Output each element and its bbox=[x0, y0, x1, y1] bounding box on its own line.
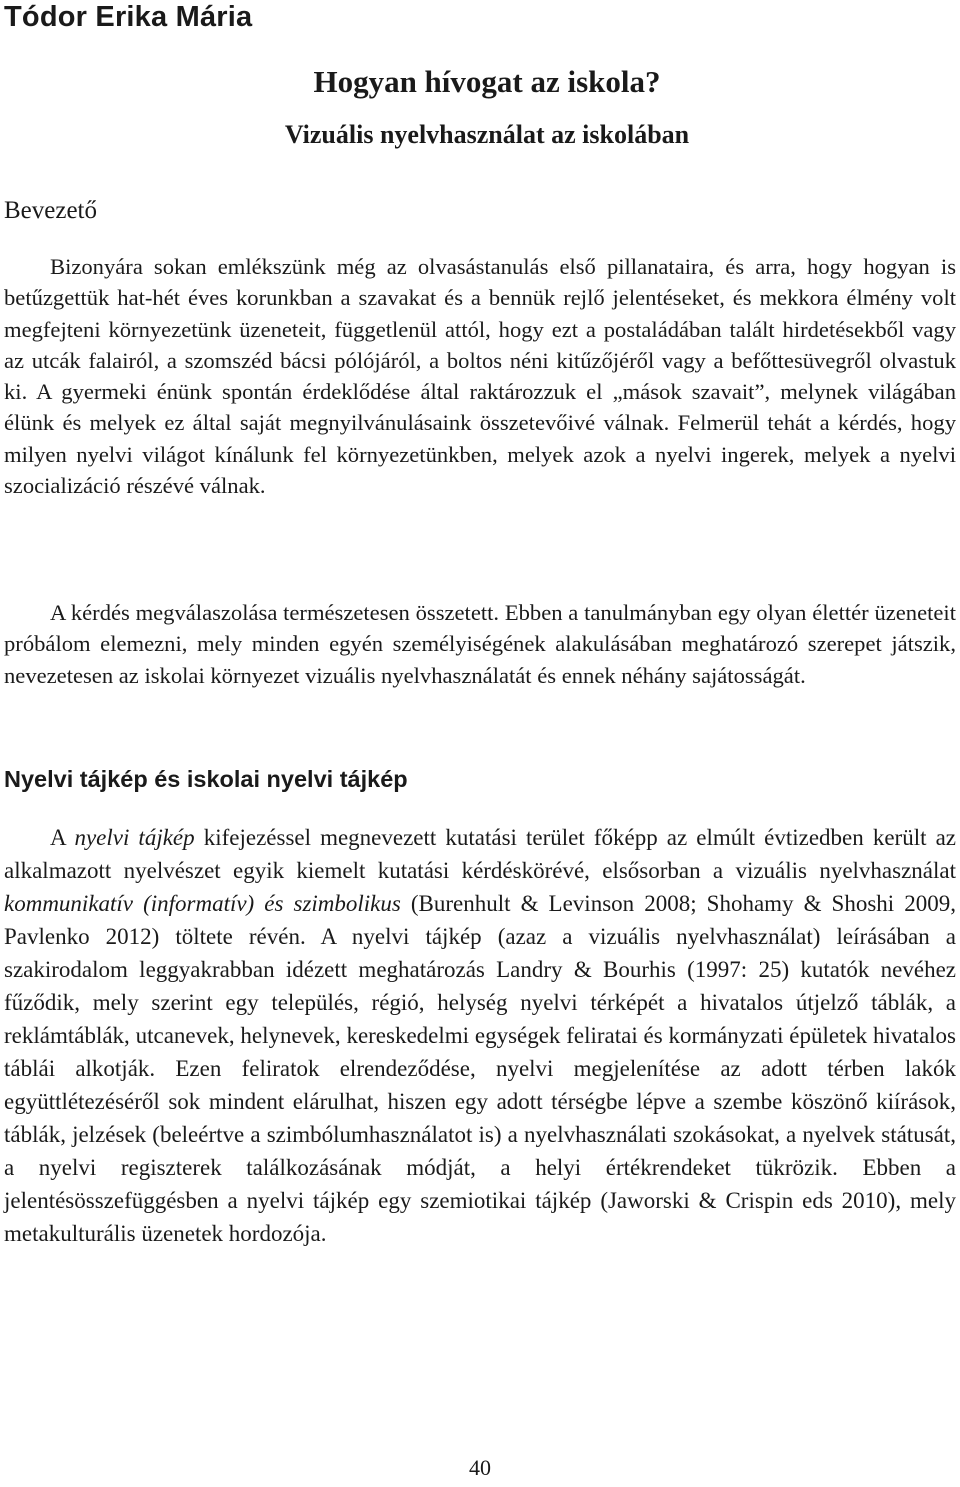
intro-paragraph-1: Bizonyára sokan emlékszünk még az olvasástanulás első pillanataira, és arra, hogy hogyan is betűzgettük hat-hét éves korunkban a szavakat és a bennük rejlő jelentéseket, és mekkora élmény volt megfejteni környezetünk üzeneteit, függetlenül attól, hogy ezt a postaládában talált hirdetésekből vagy az utcák falairól, a szomszéd bácsi pólójáról, a boltos néni kitűzőjéről vagy a befőttesüvegről olvastuk ki. A gyermeki énünk spontán érdeklődése által raktározzuk el „mások szavait”, melynek világában élünk és melyek ez által saját megnyilvánulásaink összetevőivé válnak. Felmerül tehát a kérdés, hogy milyen nyelvi világot kínálunk fel környezetünkben, melyek azok a nyelvi ingerek, melyek a nyelvi szocializáció részévé válnak. bbox=[4, 254, 956, 499]
page-number: 40 bbox=[469, 1455, 491, 1480]
article-subtitle: Vizuális nyelvhasználat az iskolában bbox=[284, 120, 690, 149]
landscape-term-italic: nyelvi tájkép bbox=[74, 825, 195, 850]
section-heading-landscape: Nyelvi tájkép és iskolai nyelvi tájkép bbox=[4, 766, 408, 792]
landscape-text-part-2: kifejezéssel megnevezett kutatási terület főképp az elmúlt évtizedben került az alkalmazott nyelvészet egyik kiemelt kutatási kérdéskörévé, elsősorban a vizuális nyelvhasználat bbox=[4, 825, 957, 883]
author-name: Tódor Erika Mária bbox=[4, 1, 253, 33]
intro-paragraph-2: A kérdés megválaszolása természetesen összetett. Ebben a tanulmányban egy olyan élettér üzeneteit próbálom elemezni, mely minden egyén személyiségének alakulásában meghatározó szerepet játszik, nevezetesen az iskolai környezet vizuális nyelvhasználatát és ennek néhány sajátosságát. bbox=[4, 600, 956, 688]
intro-paragraph-block bbox=[4, 251, 956, 501]
article-title: Hogyan hívogat az iskola? bbox=[313, 64, 661, 99]
landscape-paragraph-block bbox=[4, 821, 956, 1250]
section-heading-intro: Bevezető bbox=[4, 197, 98, 224]
intro-paragraph-block-2 bbox=[4, 597, 956, 691]
landscape-text-part-3: (Burenhult & Levinson 2008; Shohamy & Shoshi 2009, Pavlenko 2012) töltete révén. A nyelvi tájkép (azaz a vizuális nyelvhasználat) leírásában a szakirodalom leggyakrabban idézett meghatározás Landry & Bourhis (1997: 25) kutatók nevéhez fűződik, mely szerint egy település, régió, helység nyelvi térképét a hivatalos útjelző táblák, a reklámtáblák, utcanevek, helynevek, kereskedelmi egységek feliratai és kormányzati épületek hivatalos táblái alkotják. Ezen feliratok elrendeződése, nyelvi megjelenítése az adott térben lakók együttlétezéséről sok mindent elárulhat, hiszen egy adott térségbe lépve a szembe köszönő kiírások, táblák, jelzések (beleértve a szimbólumhasználatot is) a nyelvhasználati szokásokat, a nyelvek státusát, a nyelvi regiszterek találkozásának módját, a helyi értékrendeket tükrözik. Ebben a jelentésösszefüggésben a nyelvi tájkép egy szemiotikai tájkép (Jaworski & Crispin eds 2010), mely metakulturális üzenetek hordozója. bbox=[4, 891, 956, 1246]
landscape-paragraph bbox=[4, 821, 956, 1250]
landscape-function-italic: kommunikatív (informatív) és szimbolikus bbox=[4, 891, 401, 916]
landscape-text-part-1: A bbox=[50, 825, 75, 850]
